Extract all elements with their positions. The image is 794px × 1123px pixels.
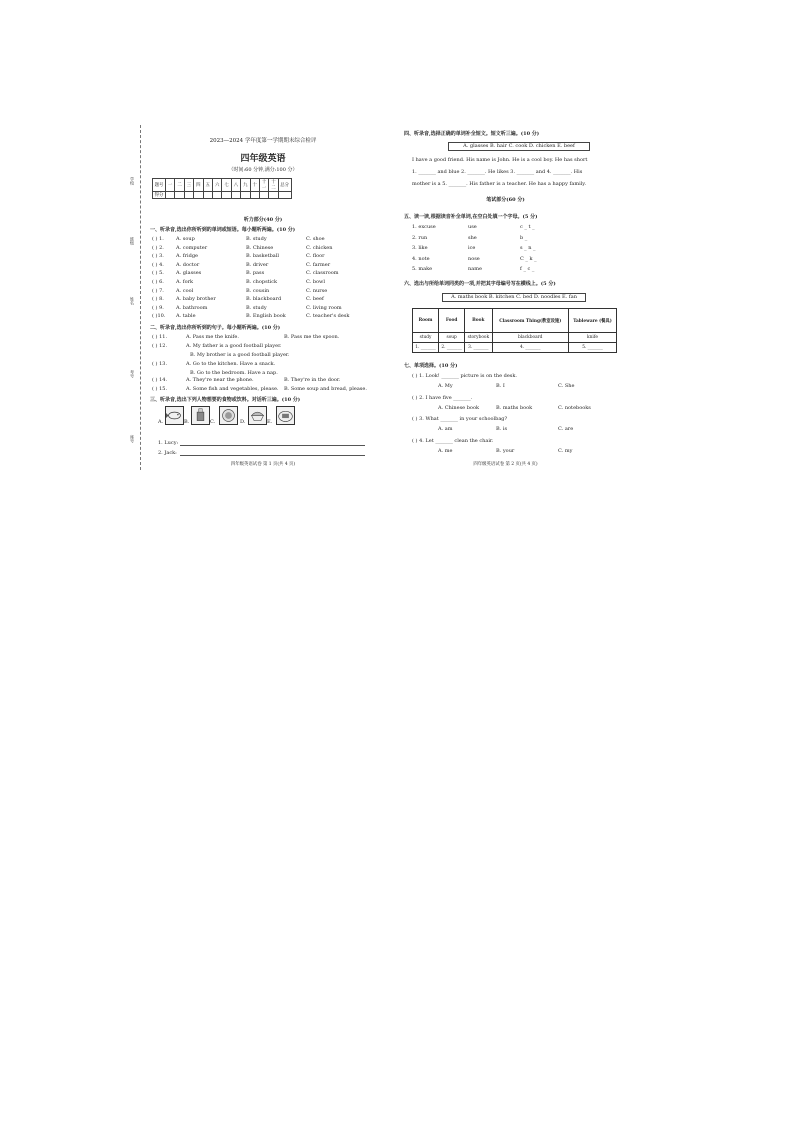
phonics-blank[interactable]: f _ c _: [520, 266, 535, 273]
mcq-question[interactable]: ( ) 1. Look! _______ picture is on the desk.: [412, 373, 517, 379]
question-bracket[interactable]: ( ) 5.: [152, 270, 164, 277]
choice-c: C. floor: [306, 253, 325, 260]
phonics-word: 3. like: [412, 245, 428, 252]
choice-b: B. Some soup and bread, please.: [284, 386, 367, 392]
phonics-word: 4. note: [412, 255, 430, 262]
score-cell[interactable]: [194, 192, 203, 199]
score-cell: 二: [175, 179, 184, 192]
side-label-class: 班级: [130, 237, 135, 245]
mcq-question[interactable]: ( ) 2. I have five _______.: [412, 394, 473, 401]
score-table-header-row: [153, 179, 292, 192]
fish-picture: [165, 406, 184, 425]
score-cell[interactable]: [166, 192, 175, 199]
score-table: [152, 178, 292, 199]
choice-b: B. blackboard: [246, 296, 282, 303]
section-3-title: 三、听录音,选出下列人物想要的食物或饮料。对话听三遍。(10 分): [150, 397, 301, 403]
choice-a: A. Some fish and vegetables, please.: [186, 386, 279, 392]
choice-c: C. beef: [306, 296, 324, 303]
choice-a: A. table: [176, 313, 196, 320]
food-pictures: [158, 405, 373, 425]
choice-c: C. chicken: [306, 244, 333, 251]
choice-b: B. They're in the door.: [284, 377, 341, 383]
category-example: knife: [568, 333, 616, 343]
choice-c: C. shoe: [306, 236, 325, 242]
writing-heading: 笔试部分(60 分): [486, 197, 525, 203]
section-7-title: 七、单项选择。(10 分): [404, 363, 458, 369]
choice-c: C. are: [558, 426, 574, 432]
choice-a: A. glasses: [176, 270, 202, 277]
category-header-room: Room: [413, 309, 439, 333]
choice-a: A. doctor: [176, 261, 200, 268]
score-cell: 总分: [278, 179, 291, 192]
choice-b: B. chopstick: [246, 279, 278, 285]
category-table: [412, 308, 617, 353]
score-cell[interactable]: [250, 192, 259, 199]
choice-a: A. fridge: [176, 253, 198, 260]
choice-a: A. me: [438, 447, 453, 454]
choice-b: B. pass: [246, 270, 265, 277]
category-example: soup: [439, 333, 465, 343]
choice-c: C. bowl: [306, 279, 325, 285]
question-bracket[interactable]: ( ) 2.: [152, 244, 164, 251]
side-label-exam-no: 考号: [130, 370, 135, 378]
category-header-classroom-thing: Classroom Thing(教室设施): [492, 309, 568, 333]
score-cell: 八: [231, 179, 240, 192]
choice-a: A. Pass me the knife.: [186, 334, 239, 340]
section-2-title: 二、听录音,选出你所听到的句子。每小题听两遍。(10 分): [150, 325, 281, 331]
score-cell: 六: [212, 179, 221, 192]
score-cell[interactable]: [231, 192, 240, 199]
choice-b: B. your: [496, 447, 515, 454]
phonics-word: ice: [468, 245, 476, 252]
score-cell: 五: [203, 179, 212, 192]
choice-a: A. soup: [176, 236, 195, 242]
score-cell[interactable]: [175, 192, 184, 199]
score-cell[interactable]: [269, 192, 278, 199]
phonics-blank[interactable]: b _: [520, 234, 528, 241]
choice-a: A. Chinese book: [438, 404, 479, 411]
score-cell: 十二: [269, 179, 278, 192]
question-bracket[interactable]: ( ) 6.: [152, 279, 164, 285]
score-cell: 题号: [153, 179, 166, 192]
category-answer-row: [413, 343, 617, 353]
choice-a: A. baby brother: [176, 296, 216, 303]
choice-a: A. bathroom: [176, 304, 208, 311]
exam-page-1: [128, 125, 380, 470]
question-bracket[interactable]: ( ) 1.: [152, 236, 164, 242]
cup-picture: [191, 406, 210, 425]
choice-a: A. They're near the phone.: [186, 377, 254, 383]
category-header-food: Food: [439, 309, 465, 333]
score-cell[interactable]: [241, 192, 250, 199]
choice-b: B. basketball: [246, 253, 279, 260]
choice-a: A. My: [438, 383, 453, 389]
question-bracket[interactable]: ( ) 12.: [152, 343, 168, 349]
section-5-title: 五、读一读,根据读音补全单词,在空白处填一个字母。(5 分): [404, 214, 538, 220]
choice-b: B. cousin: [246, 287, 270, 294]
score-cell: 一: [166, 179, 175, 192]
answer-line-lucy-label: 1. Lucy:: [158, 440, 179, 446]
score-cell: 十一: [259, 179, 268, 192]
phonics-word: 5. make: [412, 266, 433, 273]
listening-heading: 听力部分(40 分): [243, 217, 283, 223]
answer-line-jack-label: 2. Jack:: [158, 450, 177, 456]
question-bracket[interactable]: ( )10.: [152, 313, 166, 320]
page-footer: 四年级英语试卷 第 2 页(共 4 页): [473, 462, 538, 467]
choice-c: C. notebooks: [558, 404, 591, 411]
category-example-row: [413, 333, 617, 343]
category-word-box: A. maths book B. kitchen C. bed D. noodles E. fan: [442, 293, 586, 302]
choice-b: B. Pass me the spoon.: [284, 334, 340, 340]
word-bank-box: A. glasses B. hair C. cook D. chicken E. beef: [448, 142, 590, 151]
choice-c: C. living room: [306, 304, 342, 311]
score-table-score-row: [153, 192, 292, 199]
option-e-label: E.: [267, 419, 273, 425]
option-c-label: C.: [210, 419, 216, 425]
phonics-word: name: [468, 266, 482, 273]
choice-b: B. Chinese: [246, 244, 274, 251]
choice-b: B. study: [246, 236, 267, 242]
section-4-title: 四、听录音,选择正确的单词补全短文。短文听三遍。(10 分): [404, 131, 540, 137]
phonics-word: use: [468, 224, 477, 230]
question-bracket[interactable]: ( ) 13.: [152, 361, 168, 367]
category-example: blackboard: [492, 333, 568, 343]
exam-title: 四年级英语: [240, 154, 286, 164]
page-footer: 四年级英语试卷 第 1 页(共 4 页): [230, 462, 296, 467]
category-header-row: [413, 309, 617, 333]
section-1-title: 一、听录音,选出你所听到的单词或短语。每小题听两遍。(10 分): [150, 227, 296, 233]
choice-a: A. My father is a good football player.: [186, 343, 282, 349]
choice-b: B. I: [496, 383, 505, 389]
question-bracket[interactable]: ( ) 3.: [152, 253, 164, 260]
score-cell: 得分: [153, 192, 166, 199]
phonics-blank[interactable]: C _ k _: [520, 255, 537, 262]
phonics-blank[interactable]: c _ t _: [520, 224, 535, 230]
question-bracket[interactable]: ( ) 15.: [152, 386, 168, 392]
exam-header: 2023—2024 学年度第一学期期末综合检评: [209, 138, 317, 144]
choice-c: C. farmer: [306, 261, 331, 268]
side-label-name: 姓名: [130, 297, 135, 305]
choice-b: B. maths book: [496, 404, 533, 411]
rice-bowl-picture: [248, 406, 267, 425]
choice-b: B. English book: [246, 313, 286, 320]
option-b-label: B.: [184, 419, 190, 425]
exam-subtitle: （时间:60 分钟,满分:100 分）: [228, 167, 298, 173]
option-d-label: D.: [240, 419, 246, 425]
choice-c: C. nurse: [306, 287, 328, 294]
phonics-word: nose: [468, 255, 480, 262]
soup-bowl-picture: [219, 406, 238, 425]
score-cell[interactable]: [222, 192, 231, 199]
choice-a: A. cool: [176, 287, 194, 294]
question-bracket[interactable]: ( ) 9.: [152, 304, 164, 311]
mcq-question[interactable]: ( ) 4. Let _______ clean the chair.: [412, 437, 494, 444]
choice-a: A. Go to the kitchen. Have a snack.: [186, 361, 276, 367]
passage-line-3: mother is a 5. _______. His father is a teacher. He has a happy family.: [412, 181, 587, 187]
category-header-book: Book: [465, 309, 492, 333]
meal-plate-picture: [276, 406, 295, 425]
question-bracket[interactable]: ( ) 11.: [152, 334, 168, 340]
mcq-question[interactable]: ( ) 3. What _______ in your schoolbag?: [412, 416, 508, 422]
choice-c: C. teacher's desk: [306, 313, 350, 320]
question-bracket[interactable]: ( ) 8.: [152, 296, 164, 303]
score-cell[interactable]: [212, 192, 221, 199]
phonics-blank[interactable]: s _ n _: [520, 245, 536, 252]
score-cell[interactable]: [278, 192, 291, 199]
exam-page-2: [398, 125, 613, 470]
category-answer-blank[interactable]: 4. _______: [492, 343, 568, 353]
category-example: study: [413, 333, 439, 343]
choice-b: B. is: [496, 426, 508, 432]
score-cell[interactable]: [259, 192, 268, 199]
choice-a: A. fork: [176, 279, 194, 285]
score-cell: 四: [194, 179, 203, 192]
section-6-title: 六、选出与所给单词同类的一项,并把其字母编号写在横线上。(5 分): [404, 281, 556, 287]
category-answer-blank[interactable]: 1. _______: [413, 343, 439, 353]
question-bracket[interactable]: ( ) 4.: [152, 261, 164, 268]
category-answer-blank[interactable]: 2. _______: [439, 343, 465, 353]
question-bracket[interactable]: ( ) 7.: [152, 287, 164, 294]
score-cell: 十: [250, 179, 259, 192]
score-cell[interactable]: [203, 192, 212, 199]
category-header-tableware: Tableware (餐具): [568, 309, 616, 333]
phonics-word: 2. run: [412, 234, 428, 241]
score-cell: 九: [241, 179, 250, 192]
score-cell: 七: [222, 179, 231, 192]
choice-a: A. computer: [176, 244, 208, 251]
option-a-label: A.: [158, 419, 164, 425]
score-cell[interactable]: [184, 192, 193, 199]
phonics-word: she: [468, 234, 477, 241]
side-label-seat-no: 座号: [130, 435, 135, 443]
phonics-word: 1. excuse: [412, 224, 436, 230]
passage-line-2: 1. _______ and blue 2. _______. He likes 3. _______ and 4. _______. His: [412, 169, 583, 175]
category-example: storybook: [465, 333, 492, 343]
passage-line-1: I have a good friend. His name is John. He is a cool boy. He has short: [412, 157, 588, 163]
question-bracket[interactable]: ( ) 14.: [152, 377, 168, 383]
choice-b: B. Go to the bedroom. Have a nap.: [190, 369, 278, 376]
side-label-school: 学校: [130, 177, 135, 185]
answer-line-jack[interactable]: [180, 455, 365, 456]
category-answer-blank[interactable]: 5. _______: [568, 343, 616, 353]
choice-c: C. She: [558, 383, 575, 389]
score-cell: 三: [184, 179, 193, 192]
answer-line-lucy[interactable]: [180, 445, 365, 446]
choice-b: B. study: [246, 304, 267, 311]
choice-a: A. am: [438, 426, 453, 432]
choice-b: B. driver: [246, 261, 269, 268]
choice-b: B. My brother is a good football player.: [190, 351, 290, 358]
choice-c: C. my: [558, 447, 573, 454]
choice-c: C. classroom: [306, 270, 339, 277]
category-answer-blank[interactable]: 3. _______: [465, 343, 492, 353]
